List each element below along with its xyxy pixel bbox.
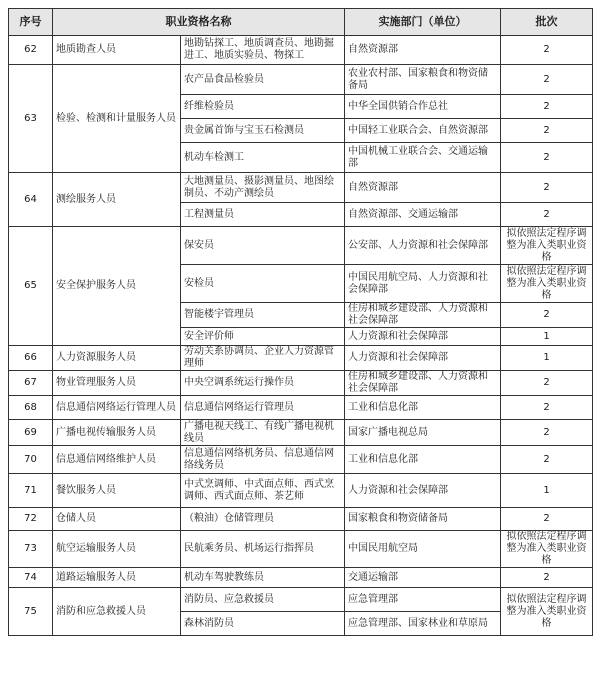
- header-batch: 批次: [501, 9, 593, 36]
- table-row: [9, 508, 593, 531]
- implementing-department: 自然资源部: [345, 173, 501, 203]
- table-row: [9, 531, 593, 568]
- batch-cell: 2: [501, 203, 593, 227]
- qualification-name: 民航乘务员、机场运行指挥员: [181, 531, 345, 568]
- qualification-name: （粮油）仓储管理员: [181, 508, 345, 531]
- occupation-category: 道路运输服务人员: [53, 568, 181, 588]
- row-number: 64: [9, 173, 53, 227]
- batch-cell: 2: [501, 36, 593, 65]
- implementing-department: 国家粮食和物资储备局: [345, 508, 501, 531]
- implementing-department: 人力资源和社会保障部: [345, 328, 501, 346]
- qualification-name: 森林消防员: [181, 612, 345, 636]
- qualification-name: 消防员、应急救援员: [181, 588, 345, 612]
- implementing-department: 住房和城乡建设部、人力资源和社会保障部: [345, 303, 501, 328]
- table-row: [9, 474, 593, 508]
- qualification-name: 劳动关系协调员、企业人力资源管理师: [181, 346, 345, 371]
- implementing-department: 人力资源和社会保障部: [345, 346, 501, 371]
- occupation-category: 物业管理服务人员: [53, 371, 181, 396]
- occupation-category: 餐饮服务人员: [53, 474, 181, 508]
- implementing-department: 中国轻工业联合会、自然资源部: [345, 119, 501, 143]
- implementing-department: 中国民用航空局、人力资源和社会保障部: [345, 265, 501, 303]
- batch-cell: 拟依照法定程序调整为准入类职业资格: [501, 265, 593, 303]
- implementing-department: 工业和信息化部: [345, 396, 501, 420]
- table-row: [9, 36, 593, 65]
- qualification-name: 大地测量员、摄影测量员、地图绘制员、不动产测绘员: [181, 173, 345, 203]
- implementing-department: 交通运输部: [345, 568, 501, 588]
- row-number: 70: [9, 446, 53, 474]
- batch-cell: 2: [501, 119, 593, 143]
- occupation-category: 信息通信网络维护人员: [53, 446, 181, 474]
- qualification-name: 信息通信网络运行管理员: [181, 396, 345, 420]
- qualification-name: 安全评价师: [181, 328, 345, 346]
- batch-cell: 1: [501, 328, 593, 346]
- batch-cell: 2: [501, 446, 593, 474]
- table-row: [9, 568, 593, 588]
- row-number: 63: [9, 65, 53, 173]
- table-row: [9, 371, 593, 396]
- qualification-name: 纤维检验员: [181, 95, 345, 119]
- table-row: [9, 420, 593, 446]
- implementing-department: 中国机械工业联合会、交通运输部: [345, 143, 501, 173]
- batch-cell: 2: [501, 65, 593, 95]
- implementing-department: 中华全国供销合作总社: [345, 95, 501, 119]
- implementing-department: 工业和信息化部: [345, 446, 501, 474]
- table-row: [9, 173, 593, 203]
- batch-cell: 2: [501, 303, 593, 328]
- header-dept: 实施部门（单位）: [345, 9, 501, 36]
- batch-cell: 2: [501, 371, 593, 396]
- qualification-name: 农产品食品检验员: [181, 65, 345, 95]
- qualification-name: 机动车驾驶教练员: [181, 568, 345, 588]
- implementing-department: 国家广播电视总局: [345, 420, 501, 446]
- batch-cell: 拟依照法定程序调整为准入类职业资格: [501, 227, 593, 265]
- row-number: 73: [9, 531, 53, 568]
- qualification-name: 广播电视天线工、有线广播电视机线员: [181, 420, 345, 446]
- occupation-category: 检验、检测和计量服务人员: [53, 65, 181, 173]
- occupation-category: 消防和应急救援人员: [53, 588, 181, 636]
- qualification-name: 地勘钻探工、地质调查员、地勘掘进工、地质实验员、物探工: [181, 36, 345, 65]
- batch-cell: 1: [501, 346, 593, 371]
- batch-cell: 2: [501, 420, 593, 446]
- table-body: [9, 36, 593, 636]
- row-number: 67: [9, 371, 53, 396]
- table-row: [9, 446, 593, 474]
- occupation-category: 地质勘查人员: [53, 36, 181, 65]
- implementing-department: 农业农村部、国家粮食和物资储备局: [345, 65, 501, 95]
- row-number: 69: [9, 420, 53, 446]
- header-title: 职业资格名称: [53, 9, 345, 36]
- batch-cell: 2: [501, 396, 593, 420]
- batch-cell: 拟依照法定程序调整为准入类职业资格: [501, 588, 593, 636]
- table-row: [9, 346, 593, 371]
- row-number: 72: [9, 508, 53, 531]
- qualification-table: [8, 8, 593, 636]
- implementing-department: 应急管理部: [345, 588, 501, 612]
- occupation-category: 安全保护服务人员: [53, 227, 181, 346]
- batch-cell: 2: [501, 568, 593, 588]
- table-row: [9, 588, 593, 612]
- implementing-department: 自然资源部、交通运输部: [345, 203, 501, 227]
- qualification-name: 智能楼宇管理员: [181, 303, 345, 328]
- batch-cell: 2: [501, 95, 593, 119]
- qualification-name: 机动车检测工: [181, 143, 345, 173]
- table-row: [9, 396, 593, 420]
- table-header-row: [9, 9, 593, 36]
- occupation-category: 仓储人员: [53, 508, 181, 531]
- qualification-name: 中央空调系统运行操作员: [181, 371, 345, 396]
- batch-cell: 1: [501, 474, 593, 508]
- qualification-name: 保安员: [181, 227, 345, 265]
- row-number: 71: [9, 474, 53, 508]
- batch-cell: 2: [501, 508, 593, 531]
- qualification-name: 贵金属首饰与宝玉石检测员: [181, 119, 345, 143]
- implementing-department: 应急管理部、国家林业和草原局: [345, 612, 501, 636]
- implementing-department: 人力资源和社会保障部: [345, 474, 501, 508]
- batch-cell: 拟依照法定程序调整为准入类职业资格: [501, 531, 593, 568]
- occupation-category: 广播电视传输服务人员: [53, 420, 181, 446]
- row-number: 62: [9, 36, 53, 65]
- implementing-department: 公安部、人力资源和社会保障部: [345, 227, 501, 265]
- table-row: [9, 65, 593, 95]
- row-number: 75: [9, 588, 53, 636]
- implementing-department: 中国民用航空局: [345, 531, 501, 568]
- qualification-name: 安检员: [181, 265, 345, 303]
- occupation-category: 航空运输服务人员: [53, 531, 181, 568]
- row-number: 68: [9, 396, 53, 420]
- occupation-category: 测绘服务人员: [53, 173, 181, 227]
- occupation-category: 人力资源服务人员: [53, 346, 181, 371]
- qualification-name: 工程测量员: [181, 203, 345, 227]
- qualification-name: 信息通信网络机务员、信息通信网络线务员: [181, 446, 345, 474]
- row-number: 74: [9, 568, 53, 588]
- implementing-department: 自然资源部: [345, 36, 501, 65]
- qualification-name: 中式烹调师、中式面点师、西式烹调师、西式面点师、茶艺师: [181, 474, 345, 508]
- header-no: 序号: [9, 9, 53, 36]
- batch-cell: 2: [501, 143, 593, 173]
- table-row: [9, 227, 593, 265]
- implementing-department: 住房和城乡建设部、人力资源和社会保障部: [345, 371, 501, 396]
- occupation-category: 信息通信网络运行管理人员: [53, 396, 181, 420]
- row-number: 65: [9, 227, 53, 346]
- batch-cell: 2: [501, 173, 593, 203]
- row-number: 66: [9, 346, 53, 371]
